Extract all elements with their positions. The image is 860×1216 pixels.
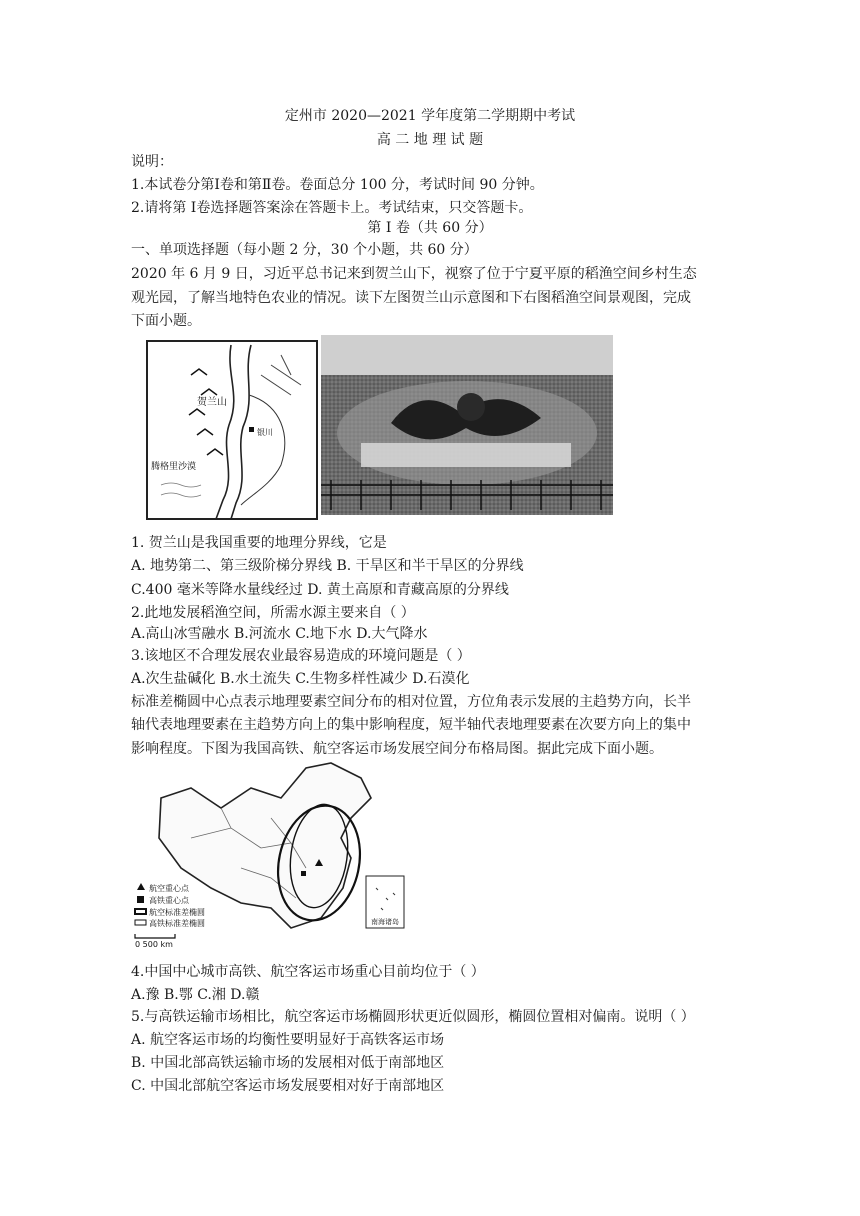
inset-label: 南海诸岛 (371, 918, 399, 926)
intro-text-line: 标准差椭圆中心点表示地理要素空间分布的相对位置，方位角表示发展的主趋势方向，长半 (131, 694, 691, 710)
legend-rail-ellipse: 高铁标准差椭圆 (149, 919, 205, 928)
intro-text-line: 观光园，了解当地特色农业的情况。读下左图贺兰山示意图和下右图稻渔空间景观图，完成 (131, 290, 691, 306)
intro-text-line: 下面小题。 (131, 313, 201, 329)
helan-mountain-map (131, 335, 321, 523)
question-option: B. 中国北部高铁运输市场的发展相对低于南部地区 (131, 1055, 445, 1071)
question-stem: 1. 贺兰山是我国重要的地理分界线，它是 (131, 535, 387, 551)
desert-label: 腾格里沙漠 (151, 462, 197, 472)
question-option: A.豫 B.鄂 C.湘 D.赣 (131, 987, 260, 1003)
question-stem: 4.中国中心城市高铁、航空客运市场重心目前均位于（ ） (131, 964, 485, 980)
exam-title: 定州市 2020—2021 学年度第二学期期中考试 (284, 108, 576, 124)
section-heading: 一、单项选择题（每小题 2 分，30 个小题，共 60 分） (131, 242, 478, 258)
china-transport-ellipse-map (131, 758, 415, 948)
legend-rail-center: 高铁重心点 (149, 896, 189, 905)
intro-text-line: 影响程度。下图为我国高铁、航空客运市场发展空间分布格局图。据此完成下面小题。 (131, 741, 663, 757)
question-option: A.次生盐碱化 B.水土流失 C.生物多样性减少 D.石漠化 (131, 671, 470, 687)
intro-text-line: 2020 年 6 月 9 日，习近平总书记来到贺兰山下，视察了位于宁夏平原的稻渔空间乡村生态 (131, 266, 697, 282)
question-stem: 5.与高铁运输市场相比，航空客运市场椭圆形状更近似圆形，椭圆位置相对偏南。说明（ ） (131, 1009, 695, 1025)
legend-air-center: 航空重心点 (149, 884, 189, 893)
question-option: C. 中国北部航空客运市场发展要相对好于南部地区 (131, 1078, 445, 1094)
city-label: 银川 (257, 428, 273, 437)
question-option: A.高山冰雪融水 B.河流水 C.地下水 D.大气降水 (131, 626, 428, 642)
instruction-item: 1.本试卷分第Ⅰ卷和第Ⅱ卷。卷面总分 100 分，考试时间 90 分钟。 (131, 177, 544, 193)
instruction-item: 2.请将第 Ⅰ卷选择题答案涂在答题卡上。考试结束，只交答题卡。 (131, 200, 533, 216)
question-option: A. 地势第二、第三级阶梯分界线 B. 干旱区和半干旱区的分界线 (131, 558, 524, 574)
instructions-heading: 说明： (131, 154, 173, 170)
rice-fish-landscape-photo (321, 335, 613, 515)
part-title: 第 I 卷（共 60 分） (367, 220, 493, 236)
question-stem: 2.此地发展稻渔空间，所需水源主要来自（ ） (131, 605, 415, 621)
intro-text-line: 轴代表地理要素在主趋势方向上的集中影响程度，短半轴代表地理要素在次要方向上的集中 (131, 717, 691, 733)
legend-air-ellipse: 航空标准差椭圆 (149, 908, 205, 917)
exam-subtitle: 高 二 地 理 试 题 (376, 132, 484, 148)
mountain-label: 贺兰山 (197, 397, 227, 408)
question-option: C.400 毫米等降水量线经过 D. 黄土高原和青藏高原的分界线 (131, 582, 509, 598)
question-stem: 3.该地区不合理发展农业最容易造成的环境问题是（ ） (131, 648, 471, 664)
question-option: A. 航空客运市场的均衡性要明显好于高铁客运市场 (131, 1032, 445, 1048)
scale-bar-label: 0 500 km (135, 940, 173, 948)
